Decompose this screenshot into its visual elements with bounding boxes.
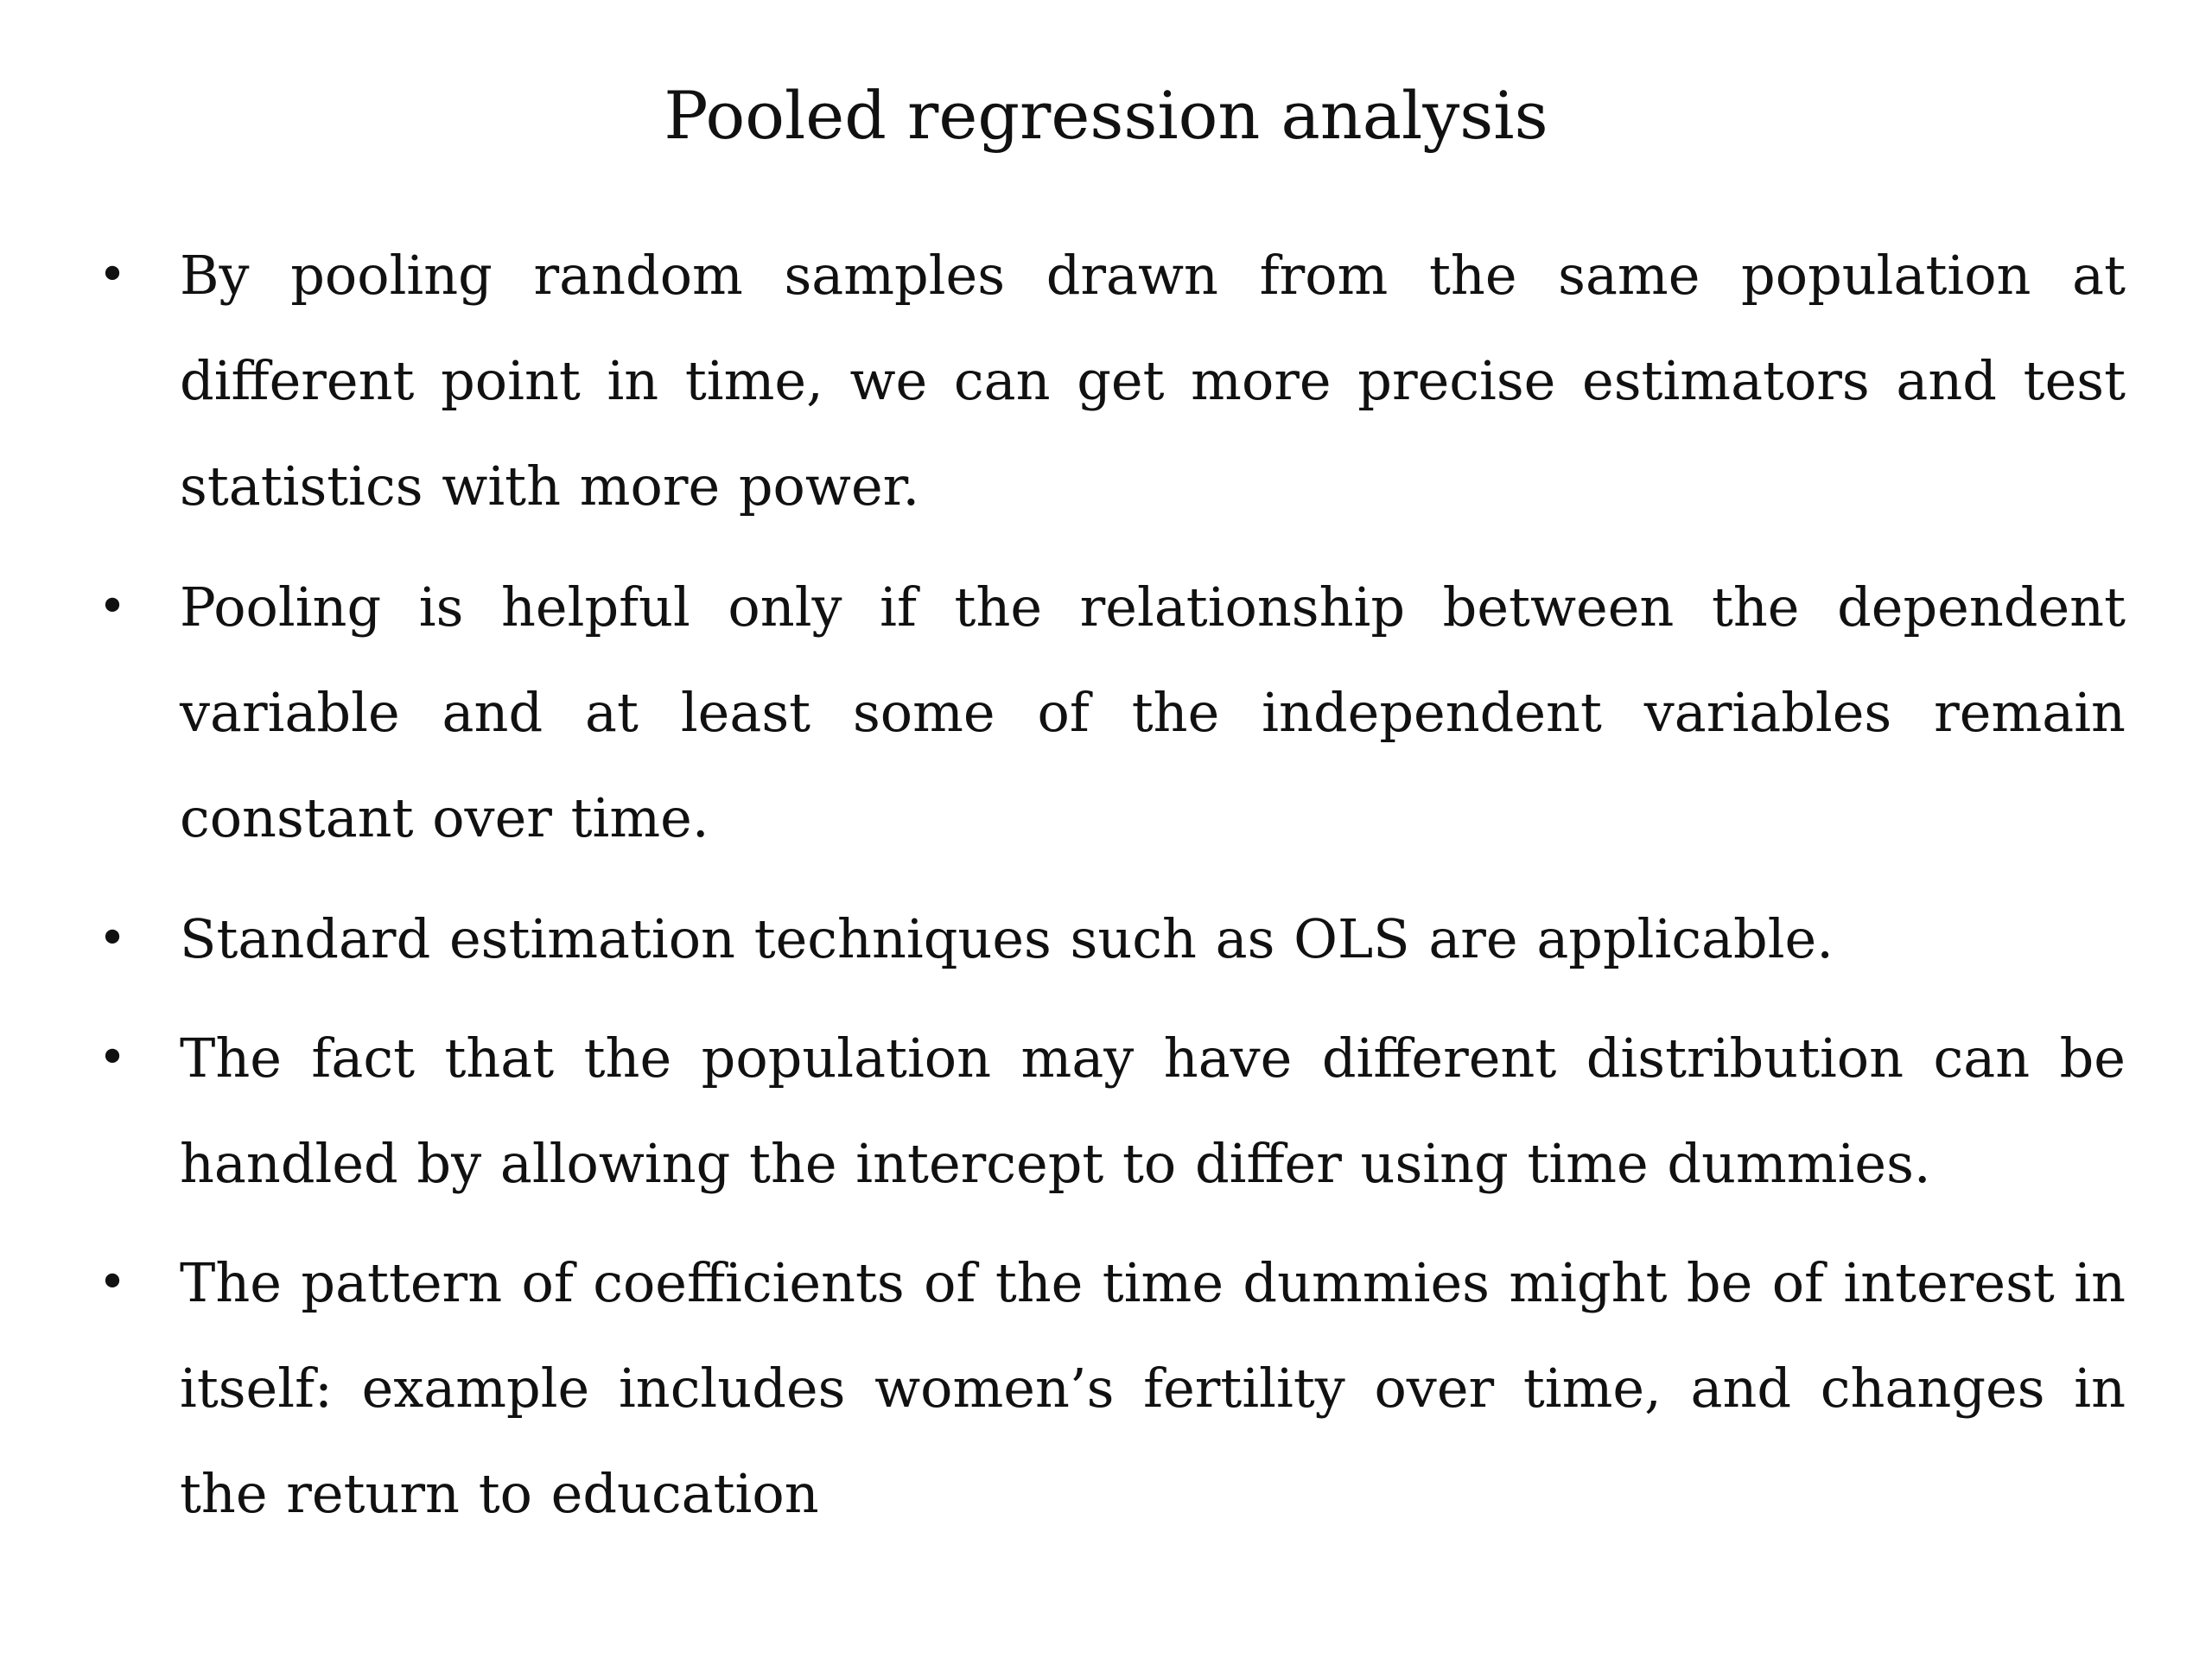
bullet-text-5: The pattern of coefficients of the time dummies might be of interest in itself: example includes women’s fertility over time, and changes in the return to education bbox=[180, 1251, 2126, 1525]
bullet-dot-icon: • bbox=[98, 1030, 127, 1086]
bullet-dot-icon: • bbox=[98, 247, 127, 303]
bullet-dot-icon: • bbox=[98, 911, 127, 967]
bullet-dot-icon: • bbox=[98, 1255, 127, 1311]
bullet-text-3: Standard estimation techniques such as OLS are applicable. bbox=[180, 907, 1834, 970]
bullet-text-4: The fact that the population may have different distribution can be handled by allowing the intercept to differ using time dummies. bbox=[180, 1027, 2126, 1195]
bullet-dot-icon: • bbox=[98, 579, 127, 635]
bullet-text-2: Pooling is helpful only if the relationship between the dependent variable and at least some of the independent variables remain constant over time. bbox=[180, 575, 2126, 849]
bullet-text-1: By pooling random samples drawn from the same population at different point in time, we can get more precise estimators and test statistics with more power. bbox=[180, 244, 2126, 518]
slide-title: Pooled regression analysis bbox=[664, 77, 1548, 154]
